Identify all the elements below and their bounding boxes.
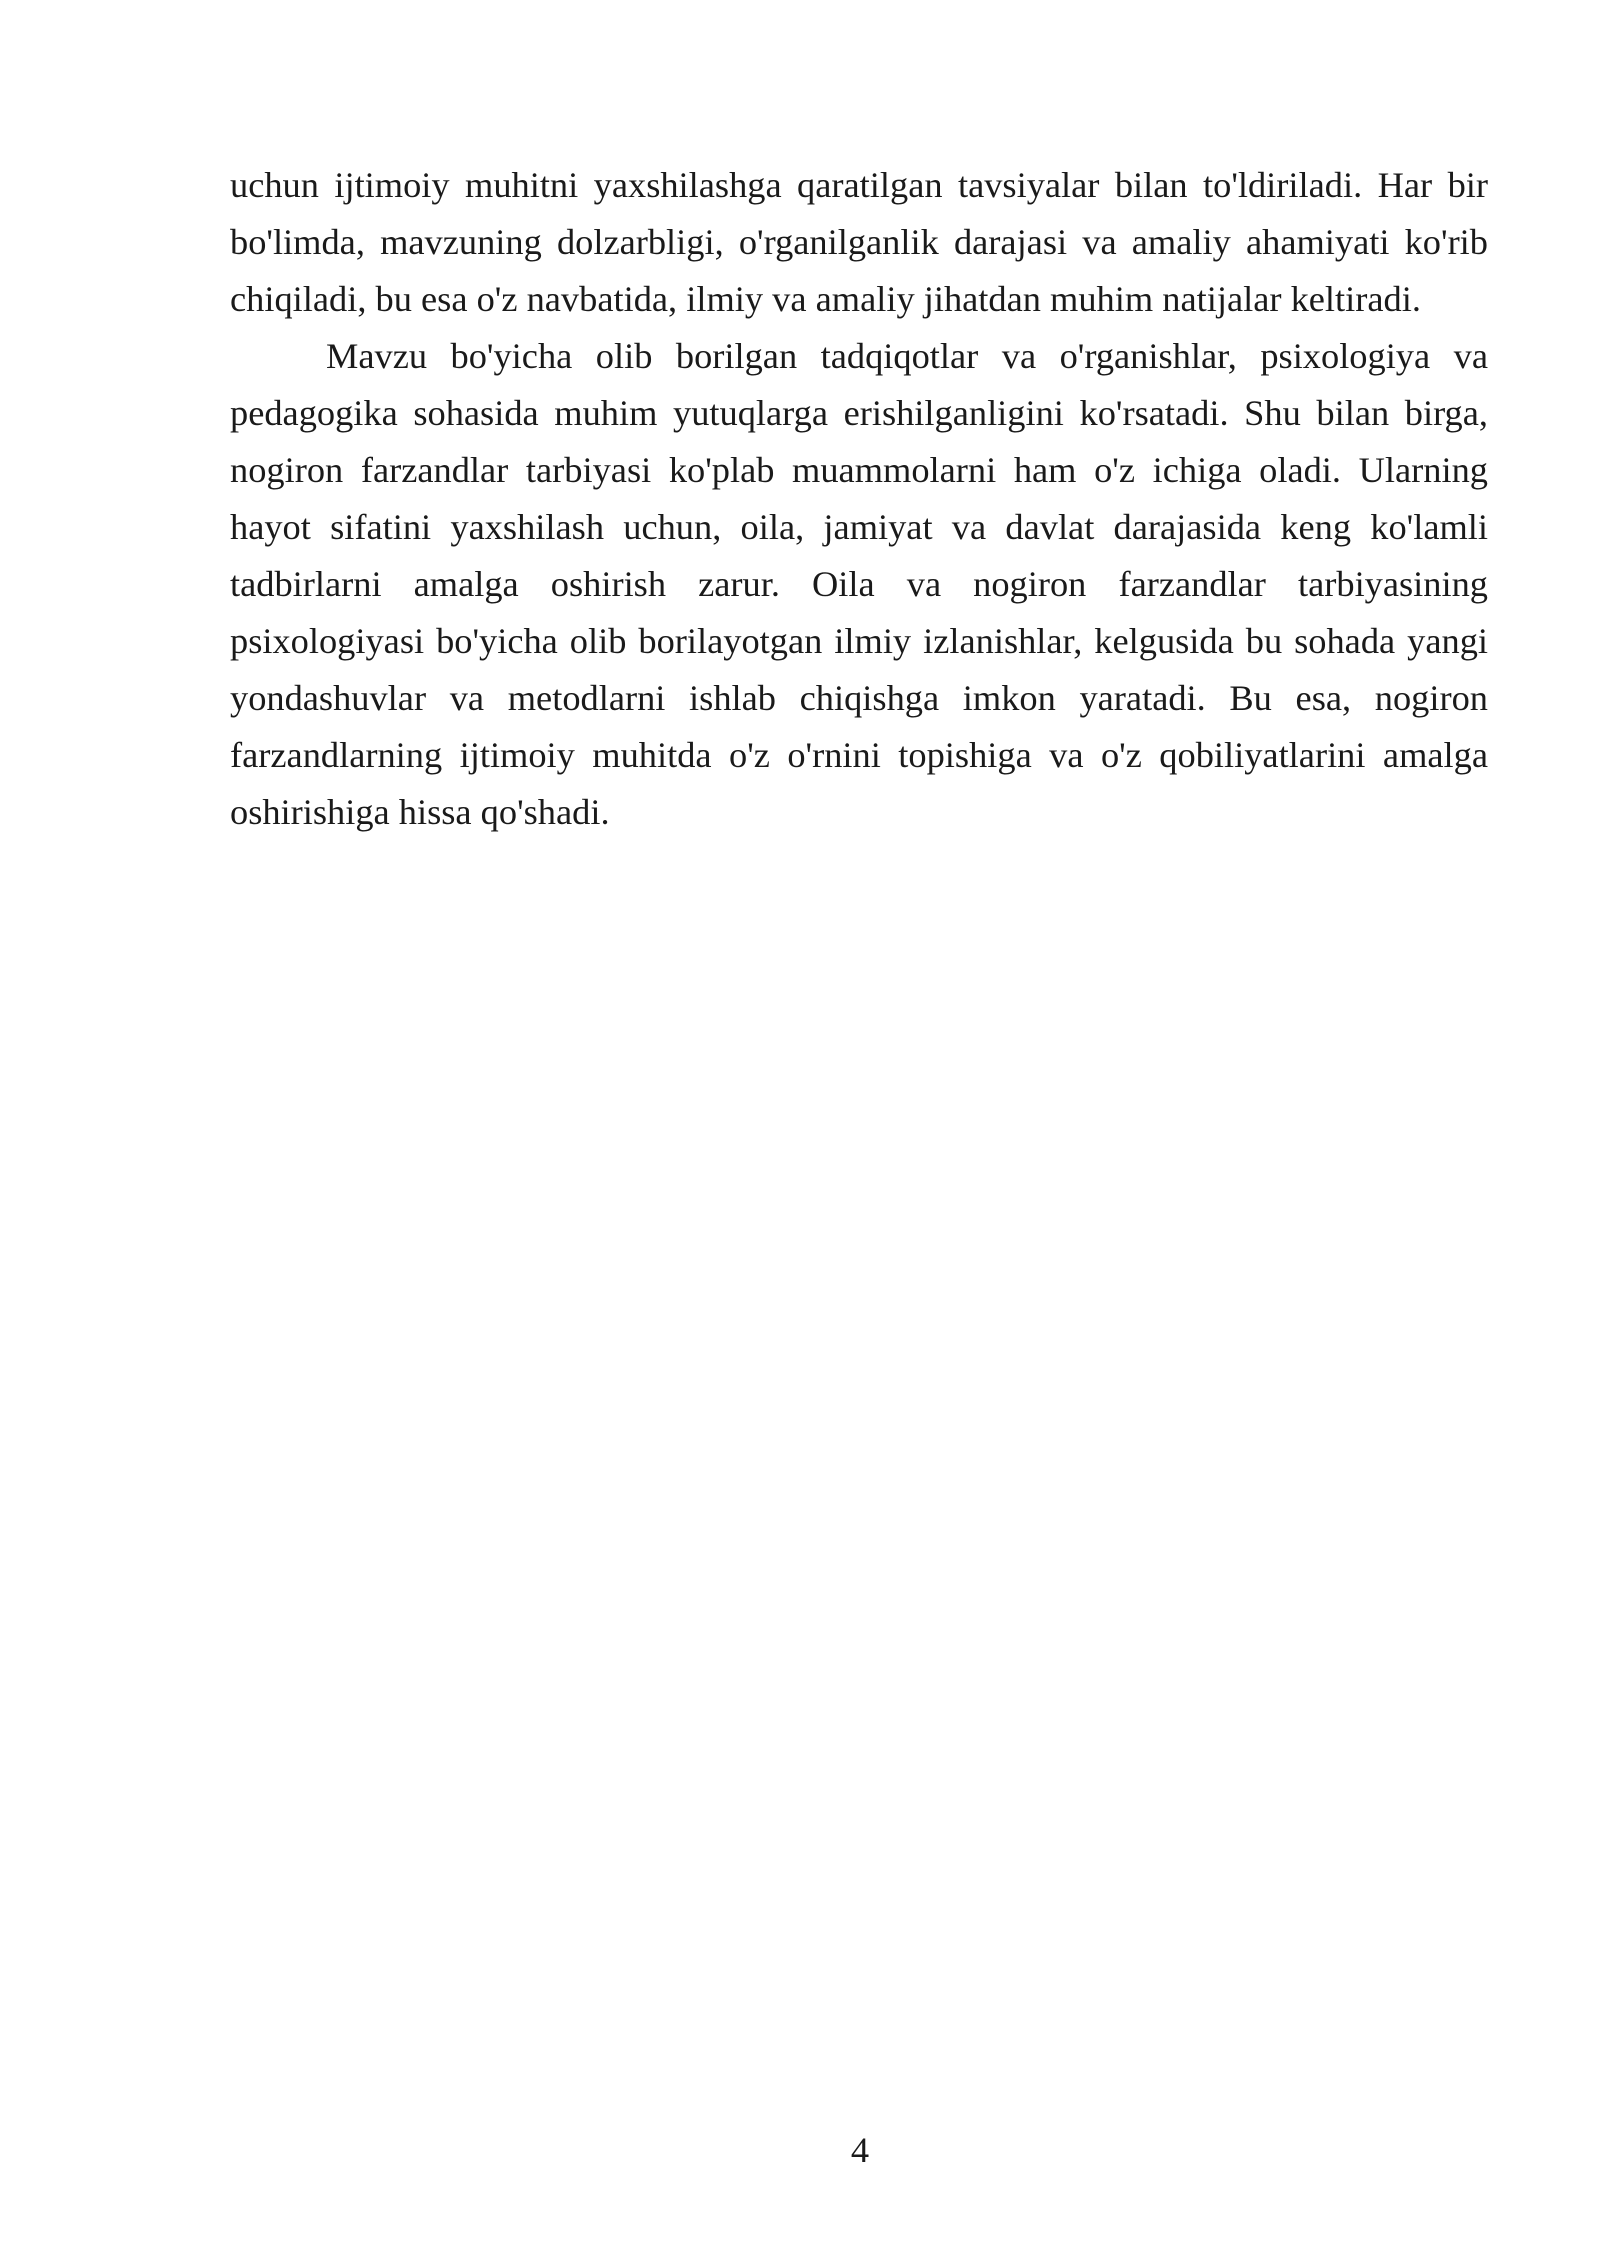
page-number: 4	[850, 2130, 870, 2170]
paragraph-continuation: uchun ijtimoiy muhitni yaxshilashga qaratilgan tavsiyalar bilan to'ldiriladi. Har bir bo'limda, mavzuning dolzarbligi, o'rganilganlik darajasi va amaliy ahamiyati ko'rib chiqiladi, bu esa o'z navbatida, ilmiy va amaliy jihatdan muhim natijalar keltiradi.	[230, 165, 1488, 319]
body-text	[230, 157, 1488, 841]
paragraph-research-summary: Mavzu bo'yicha olib borilgan tadqiqotlar va o'rganishlar, psixologiya va pedagogika sohasida muhim yutuqlarga erishilganligini ko'rsatadi. Shu bilan birga, nogiron farzandlar tarbiyasi ko'plab muammolarni ham o'z ichiga oladi. Ularning hayot sifatini yaxshilash uchun, oila, jamiyat va davlat darajasida keng ko'lamli tadbirlarni amalga oshirish zarur. Oila va nogiron farzandlar tarbiyasining psixologiyasi bo'yicha olib borilayotgan ilmiy izlanishlar, kelgusida bu sohada yangi yondashuvlar va metodlarni ishlab chiqishga imkon yaratadi. Bu esa, nogiron farzandlarning ijtimoiy muhitda o'z o'rnini topishiga va o'z qobiliyatlarini amalga oshirishiga hissa qo'shadi.	[230, 336, 1488, 832]
